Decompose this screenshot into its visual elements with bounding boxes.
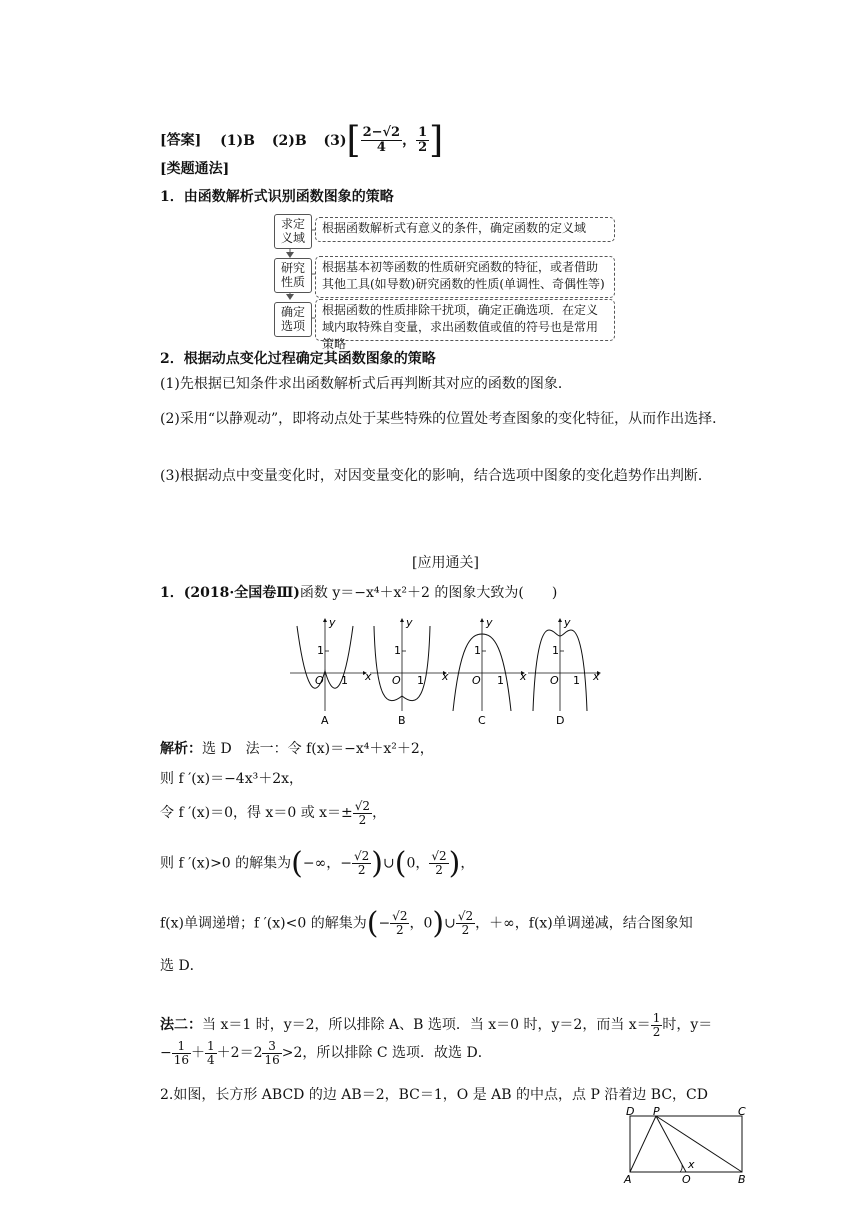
- svg-text:B: B: [738, 1173, 746, 1186]
- solution-line-1-text: 选 D 法一：令 f(x)＝−x⁴＋x²＋2，: [202, 741, 434, 757]
- graph-c: [448, 616, 527, 727]
- solution-line-4-text: 则 f ′(x)>0 的解集为: [160, 855, 292, 872]
- svg-text:O: O: [472, 674, 481, 687]
- flow-step-property-label: 研究 性质: [280, 261, 305, 289]
- answer-graphs: [285, 616, 605, 731]
- flow-desc-option-text: 根据函数的性质排除干扰项，确定正确选项．在定义域内取特殊自变量，求出函数值或值的符号也是常用策略: [322, 303, 599, 351]
- svg-text:1: 1: [317, 644, 324, 657]
- frac-den: 4: [207, 1052, 215, 1067]
- solution-line-1: [160, 738, 434, 758]
- flow-step-option: [274, 302, 312, 337]
- answer-line: [答案] (1)B (2)B (3)[ $\frac{2-√2}{4}$ ， $\frac{1}{2}$ ]: [160, 120, 444, 161]
- method-2-line-2: [160, 1040, 492, 1066]
- solution-line-5-end: ，＋∞，f(x)单调递减，结合图象知: [475, 915, 693, 932]
- svg-text:y: y: [329, 616, 336, 629]
- svg-text:1: 1: [394, 644, 401, 657]
- svg-text:D: D: [556, 714, 565, 727]
- solution-line-5-text: f(x)单调递增；f ′(x)<0 的解集为: [160, 915, 367, 932]
- frac-num: 1: [172, 1040, 191, 1054]
- solution-line-2: 则 f ′(x)＝−4x³＋2x，: [160, 771, 304, 787]
- solution-line-5: f(x)单调递增；f ′(x)<0 的解集为(− $\frac{√2}{2}$ ，0)∪ $\frac{√2}{2}$ ，＋∞，f(x)单调递减，结合图象知: [160, 906, 693, 941]
- strategy-item-1: (1)先根据已知条件求出函数解析式后再判断其对应的函数的图象．: [160, 376, 572, 392]
- svg-text:D: D: [626, 1106, 635, 1118]
- frac-den: 16: [173, 1052, 190, 1067]
- svg-text:O: O: [315, 674, 324, 687]
- answer-part3: (3): [323, 132, 347, 149]
- equals-two: ＋2＝2: [216, 1045, 263, 1062]
- plus-sign: ＋: [191, 1045, 206, 1062]
- flow-desc-property-text: 根据基本初等函数的性质研究函数的特征，或者借助其他工具(如导数)研究函数的性质(单调性、奇偶性等): [322, 260, 605, 291]
- frac-num: √2: [457, 909, 474, 924]
- svg-text:C: C: [478, 714, 486, 727]
- solution-label: 解析：: [160, 741, 202, 757]
- question-1: [160, 582, 557, 602]
- svg-text:B: B: [398, 714, 406, 727]
- flow-desc-property: [315, 256, 615, 298]
- graph-b: [370, 616, 449, 727]
- svg-text:O: O: [392, 674, 401, 687]
- svg-text:O: O: [550, 674, 559, 687]
- answer-half-den: 2: [418, 140, 428, 155]
- flow-step-property: [274, 258, 312, 293]
- svg-text:y: y: [406, 616, 413, 629]
- method-2-label: 法二：: [160, 1017, 202, 1034]
- graph-d: [528, 616, 601, 727]
- svg-text:x: x: [688, 1158, 695, 1171]
- frac-den: 2: [652, 1024, 661, 1039]
- flow-step-option-label: 确定 选项: [280, 305, 305, 333]
- frac-den: 2: [435, 863, 443, 877]
- section-header-yingyong: [应用通关]: [412, 555, 479, 571]
- minus-sign: −: [160, 1045, 172, 1062]
- svg-text:P: P: [653, 1106, 660, 1118]
- svg-text:1: 1: [341, 674, 348, 687]
- rectangle-figure: [620, 1106, 760, 1186]
- solution-line-3: [160, 800, 386, 826]
- answer-part2: (2)B: [271, 132, 307, 149]
- svg-text:A: A: [321, 714, 329, 727]
- frac-num: √2: [354, 849, 370, 864]
- method-2-line-1: [160, 1012, 712, 1038]
- flow-step-domain: [274, 214, 312, 249]
- interval-neg-inf: −∞，−: [302, 855, 353, 872]
- svg-text:1: 1: [573, 674, 580, 687]
- flow-desc-domain-text: 根据函数解析式有意义的条件，确定函数的定义域: [322, 221, 587, 235]
- question-1-text: 函数 y＝−x⁴＋x²＋2 的图象大致为( ): [299, 585, 558, 601]
- solution-line-4: 则 f ′(x)>0 的解集为(−∞，− $\frac{√2}{2}$ )∪(0， $\frac{√2}{2}$ )，: [160, 846, 475, 881]
- answer-label: [答案]: [160, 132, 202, 149]
- svg-text:x: x: [593, 670, 600, 683]
- method-2-end: >2，所以排除 C 选项．故选 D．: [281, 1045, 492, 1062]
- svg-text:x: x: [520, 670, 527, 683]
- frac-den: 2: [395, 923, 404, 937]
- svg-text:1: 1: [417, 674, 424, 687]
- frac-num: √2: [354, 799, 371, 813]
- solution-line-6: 选 D．: [160, 958, 204, 974]
- answer-part1: (1)B: [220, 132, 255, 149]
- svg-text:x: x: [365, 670, 372, 683]
- svg-text:C: C: [738, 1106, 746, 1118]
- answer-half-num: 1: [418, 125, 428, 141]
- svg-text:1: 1: [474, 644, 481, 657]
- strategy-item-3: (3)根据动点中变量变化时，对因变量变化的影响，结合选项中图象的变化趋势作出判断．: [160, 468, 712, 484]
- svg-text:O: O: [682, 1173, 691, 1186]
- frac-num: √2: [431, 849, 447, 864]
- interval-zero-end: ，0: [409, 915, 433, 932]
- svg-text:x: x: [442, 670, 449, 683]
- frac-den: 2: [357, 863, 366, 877]
- frac-num: √2: [392, 909, 408, 924]
- frac-den: 2: [358, 812, 367, 827]
- solution-line-4-end: ，: [460, 855, 475, 872]
- union-symbol: ∪: [383, 855, 395, 872]
- frac-num: 1: [207, 1039, 215, 1053]
- flow-step-domain-label: 求定 义域: [280, 217, 305, 245]
- answer-interval-num: 2−√2: [362, 125, 401, 141]
- svg-text:1: 1: [552, 644, 559, 657]
- section-header-lei: [类题通法]: [160, 161, 230, 177]
- svg-text:y: y: [564, 616, 571, 629]
- frac-num: 1: [652, 1011, 661, 1025]
- strategy-title-1: 1．由函数解析式识别函数图象的策略: [160, 189, 394, 205]
- strategy-title-2: 2．根据动点变化过程确定其函数图象的策略: [160, 351, 436, 367]
- svg-text:1: 1: [497, 674, 504, 687]
- method-2-text: 当 x＝1 时，y＝2，所以排除 A、B 选项．当 x＝0 时，y＝2，而当 x＝: [202, 1017, 651, 1034]
- question-1-source: 1．(2018·全国卷Ⅲ): [160, 585, 300, 601]
- strategy-item-2: (2)采用“以静观动”，即将动点处于某些特殊的位置处考查图象的变化特征，从而作出选择．: [160, 411, 727, 427]
- frac-den: 2: [461, 923, 470, 937]
- method-2-text-2: 时，y＝: [662, 1017, 713, 1034]
- answer-interval-den: 4: [376, 140, 386, 155]
- question-2: 2.如图，长方形 ABCD 的边 AB＝2，BC＝1，O 是 AB 的中点，点 P 沿着边 BC，CD: [160, 1087, 708, 1103]
- interval-zero: 0，: [406, 855, 430, 872]
- solution-line-3-text: 令 f ′(x)＝0，得 x＝0 或 x＝±: [160, 805, 353, 822]
- svg-text:y: y: [486, 616, 493, 629]
- union-symbol-2: ∪: [444, 915, 456, 932]
- graph-a: [290, 616, 372, 727]
- solution-line-3-end: ，: [372, 805, 387, 822]
- flow-desc-domain: [315, 217, 615, 242]
- flow-desc-option: [315, 299, 615, 351]
- svg-text:A: A: [624, 1173, 632, 1186]
- frac-den: 16: [264, 1052, 280, 1067]
- frac-num: 3: [262, 1040, 281, 1054]
